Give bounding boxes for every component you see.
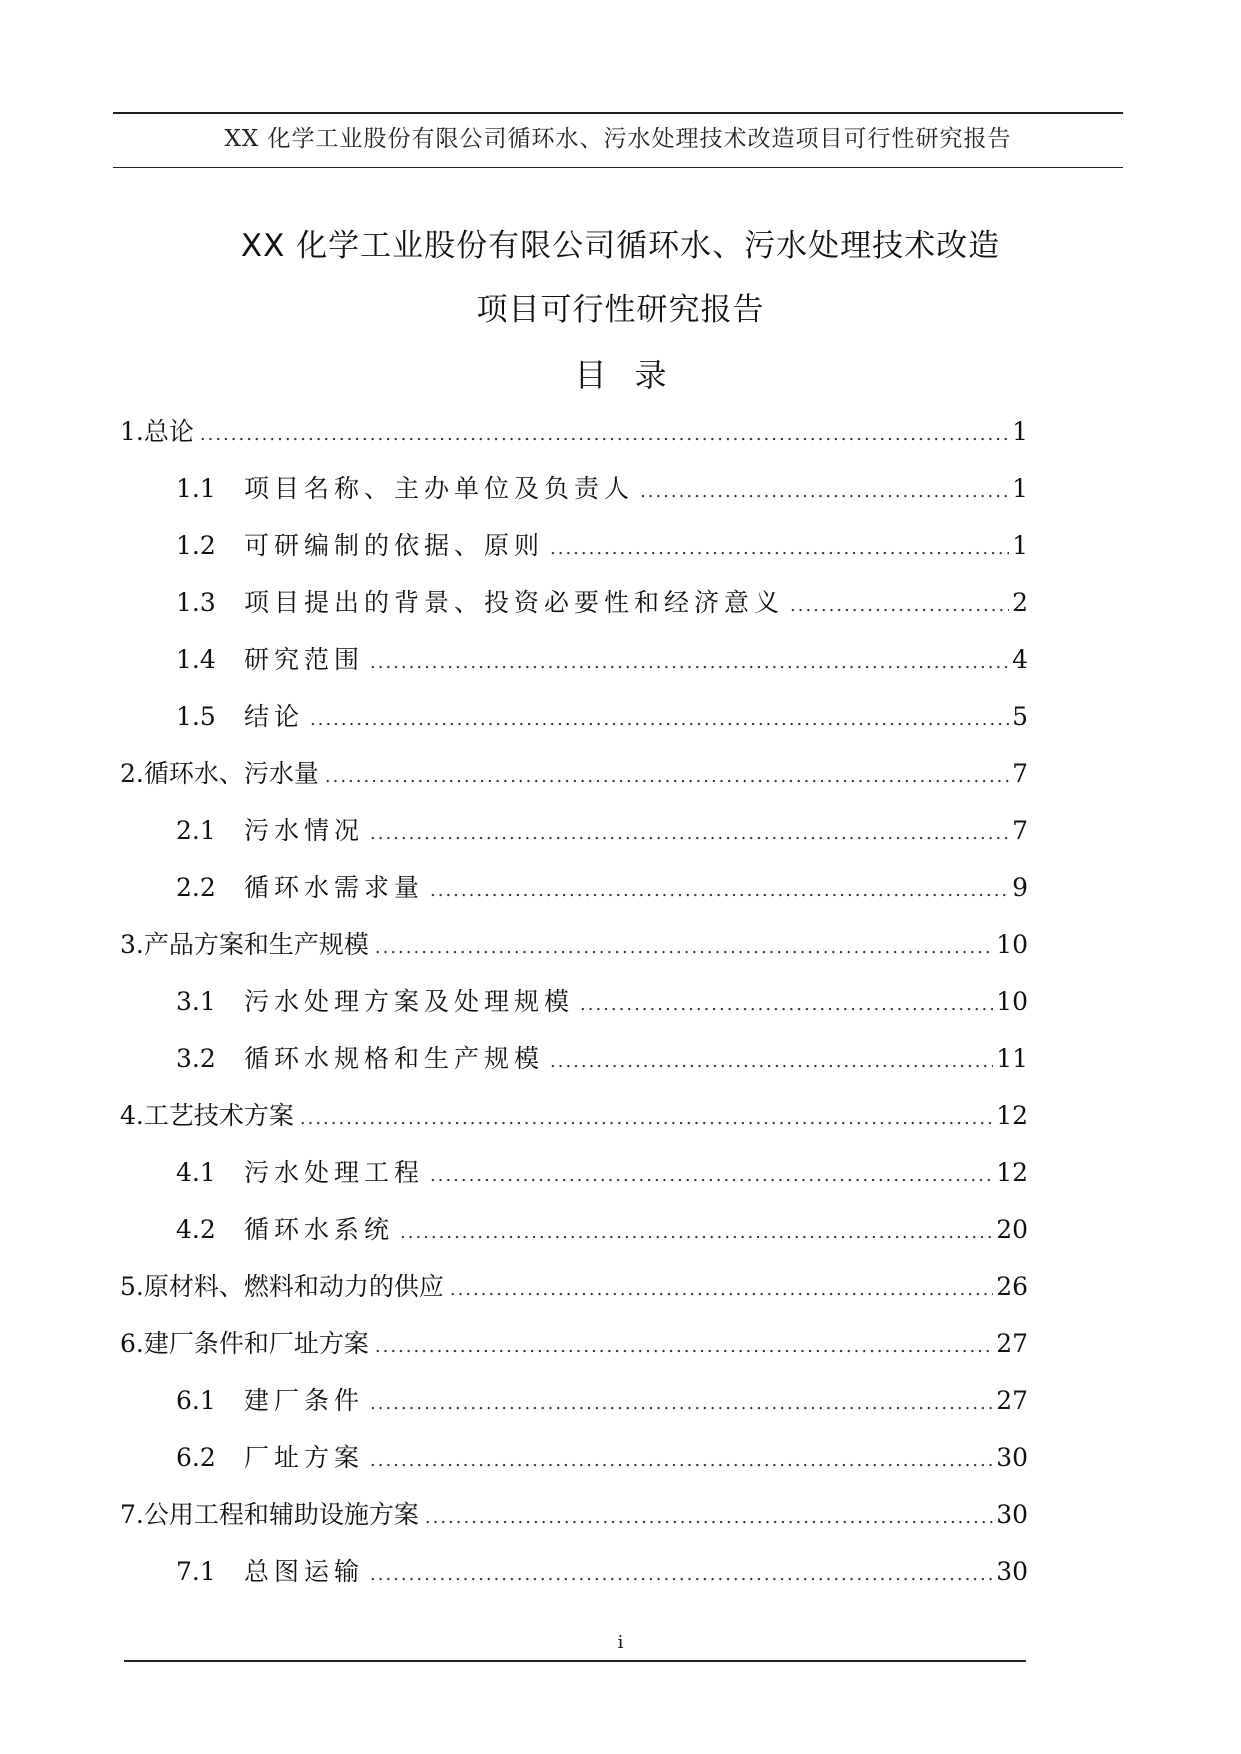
toc-entry-page: 10 bbox=[996, 930, 1028, 959]
header-rule-top bbox=[113, 112, 1123, 114]
toc-leader-dots bbox=[430, 880, 1009, 901]
toc-entry-page: 30 bbox=[996, 1500, 1028, 1529]
toc-entry-number: 5. bbox=[120, 1272, 144, 1301]
toc-entry[interactable] bbox=[120, 925, 1028, 982]
toc-entry[interactable] bbox=[120, 1039, 1028, 1096]
toc-entry-label: 厂址方案 bbox=[244, 1443, 365, 1472]
toc-entry-label: 项目提出的背景、投资必要性和经济意义 bbox=[244, 588, 785, 617]
toc-leader-dots bbox=[370, 1450, 993, 1471]
toc-entry-label: 可研编制的依据、原则 bbox=[244, 531, 545, 560]
toc-entry-page: 4 bbox=[1012, 645, 1028, 674]
toc-entry-page: 26 bbox=[996, 1272, 1028, 1301]
toc-entry-page: 12 bbox=[996, 1101, 1028, 1130]
toc-entry-page: 20 bbox=[996, 1215, 1028, 1244]
toc-entry-label: 循环水、污水量 bbox=[143, 759, 319, 788]
toc-entry-label: 循环水系统 bbox=[244, 1215, 395, 1244]
toc-entry-page: 27 bbox=[996, 1329, 1028, 1358]
toc-entry[interactable] bbox=[120, 1495, 1028, 1552]
toc-entry-number: 3. bbox=[120, 930, 144, 959]
toc-entry-number: 4.1 bbox=[176, 1158, 216, 1187]
toc-entry-page: 1 bbox=[1012, 474, 1028, 503]
toc-entry-number: 6. bbox=[120, 1329, 144, 1358]
toc-entry-page: 7 bbox=[1012, 816, 1028, 845]
header-rule-bottom bbox=[113, 167, 1123, 168]
toc-entry[interactable] bbox=[120, 469, 1028, 526]
toc-entry-page: 5 bbox=[1012, 702, 1028, 731]
toc-entry-page: 10 bbox=[996, 987, 1028, 1016]
toc-entry-label: 结论 bbox=[244, 702, 305, 731]
toc-entry-page: 27 bbox=[996, 1386, 1028, 1415]
toc-entry-number: 1.2 bbox=[176, 531, 216, 560]
toc-entry-page: 12 bbox=[996, 1158, 1028, 1187]
toc-entry-label: 建厂条件和厂址方案 bbox=[143, 1329, 369, 1358]
toc-leader-dots bbox=[790, 595, 1009, 616]
toc-entry[interactable] bbox=[120, 1153, 1028, 1210]
toc-leader-dots bbox=[370, 652, 1009, 673]
toc-entry-number: 2.2 bbox=[176, 873, 216, 902]
toc-entry-label: 循环水需求量 bbox=[244, 873, 425, 902]
toc-entry-number: 2. bbox=[120, 759, 144, 788]
toc-entry[interactable] bbox=[120, 1438, 1028, 1495]
footer-rule bbox=[124, 1660, 1026, 1662]
toc-entry-page: 2 bbox=[1012, 588, 1028, 617]
toc-entry-label: 研究范围 bbox=[244, 645, 365, 674]
toc-entry-number: 6.2 bbox=[176, 1443, 216, 1472]
toc-entry-label: 循环水规格和生产规模 bbox=[244, 1044, 545, 1073]
toc-entry[interactable] bbox=[120, 811, 1028, 868]
toc-entry-page: 30 bbox=[996, 1557, 1028, 1586]
toc-entry[interactable] bbox=[120, 640, 1028, 697]
toc-entry-label: 总论 bbox=[143, 417, 194, 446]
toc-entry[interactable] bbox=[120, 412, 1028, 469]
toc-leader-dots bbox=[375, 1336, 993, 1357]
toc-entry-number: 1.5 bbox=[176, 702, 216, 731]
toc-leader-dots bbox=[425, 1507, 993, 1528]
toc-entry-page: 11 bbox=[996, 1044, 1028, 1073]
toc-entry-label: 建厂条件 bbox=[244, 1386, 365, 1415]
toc-entry-label: 公用工程和辅助设施方案 bbox=[143, 1500, 419, 1529]
document-title-line-1: XX 化学工业股份有限公司循环水、污水处理技术改造 bbox=[240, 228, 1001, 264]
toc-leader-dots bbox=[430, 1165, 993, 1186]
toc-entry[interactable] bbox=[120, 982, 1028, 1039]
toc-leader-dots bbox=[370, 823, 1009, 844]
toc-entry-number: 3.2 bbox=[176, 1044, 216, 1073]
toc-entry-label: 污水处理方案及处理规模 bbox=[244, 987, 575, 1016]
document-title-line-2: 项目可行性研究报告 bbox=[476, 292, 765, 328]
toc-entry-label: 工艺技术方案 bbox=[143, 1101, 294, 1130]
toc-leader-dots bbox=[640, 481, 1009, 502]
toc-leader-dots bbox=[370, 1564, 993, 1585]
toc-entry[interactable] bbox=[120, 526, 1028, 583]
toc-entry[interactable] bbox=[120, 1552, 1028, 1609]
toc-entry-page: 1 bbox=[1012, 531, 1028, 560]
toc-leader-dots bbox=[450, 1279, 993, 1300]
toc-leader-dots bbox=[325, 766, 1009, 787]
toc-entry-number: 7. bbox=[120, 1500, 144, 1529]
toc-entry-label: 污水处理工程 bbox=[244, 1158, 425, 1187]
toc-entry-page: 9 bbox=[1012, 873, 1028, 902]
toc-entry-number: 1. bbox=[120, 417, 144, 446]
toc-entry[interactable] bbox=[120, 583, 1028, 640]
toc-entry-label: 原材料、燃料和动力的供应 bbox=[143, 1272, 444, 1301]
toc-entry-number: 1.1 bbox=[176, 474, 216, 503]
table-of-contents bbox=[120, 412, 1028, 1609]
toc-leader-dots bbox=[310, 709, 1009, 730]
toc-entry-label: 项目名称、主办单位及负责人 bbox=[244, 474, 635, 503]
toc-entry[interactable] bbox=[120, 1267, 1028, 1324]
toc-leader-dots bbox=[300, 1108, 993, 1129]
toc-entry[interactable] bbox=[120, 868, 1028, 925]
footer-page-number: i bbox=[617, 1632, 624, 1653]
toc-entry[interactable] bbox=[120, 1096, 1028, 1153]
toc-entry-label: 产品方案和生产规模 bbox=[143, 930, 369, 959]
toc-heading: 目录 bbox=[574, 356, 695, 394]
toc-entry-page: 7 bbox=[1012, 759, 1028, 788]
toc-entry-number: 1.3 bbox=[176, 588, 216, 617]
toc-entry[interactable] bbox=[120, 697, 1028, 754]
toc-entry[interactable] bbox=[120, 1381, 1028, 1438]
toc-entry-number: 4.2 bbox=[176, 1215, 216, 1244]
toc-entry-label: 总图运输 bbox=[244, 1557, 365, 1586]
toc-entry-number: 4. bbox=[120, 1101, 144, 1130]
running-header: XX 化学工业股份有限公司循环水、污水处理技术改造项目可行性研究报告 bbox=[224, 126, 1012, 152]
toc-entry-page: 30 bbox=[996, 1443, 1028, 1472]
toc-entry-number: 2.1 bbox=[176, 816, 216, 845]
toc-leader-dots bbox=[550, 538, 1009, 559]
toc-leader-dots bbox=[370, 1393, 993, 1414]
toc-entry-number: 6.1 bbox=[176, 1386, 216, 1415]
toc-leader-dots bbox=[200, 424, 1009, 445]
toc-entry-number: 1.4 bbox=[176, 645, 216, 674]
toc-entry[interactable] bbox=[120, 1324, 1028, 1381]
toc-entry-number: 3.1 bbox=[176, 987, 216, 1016]
toc-entry-label: 污水情况 bbox=[244, 816, 365, 845]
toc-leader-dots bbox=[550, 1051, 993, 1072]
toc-leader-dots bbox=[375, 937, 993, 958]
toc-entry-page: 1 bbox=[1012, 417, 1028, 446]
toc-entry-number: 7.1 bbox=[176, 1557, 216, 1586]
toc-entry[interactable] bbox=[120, 754, 1028, 811]
toc-entry[interactable] bbox=[120, 1210, 1028, 1267]
toc-leader-dots bbox=[580, 994, 993, 1015]
toc-leader-dots bbox=[400, 1222, 993, 1243]
